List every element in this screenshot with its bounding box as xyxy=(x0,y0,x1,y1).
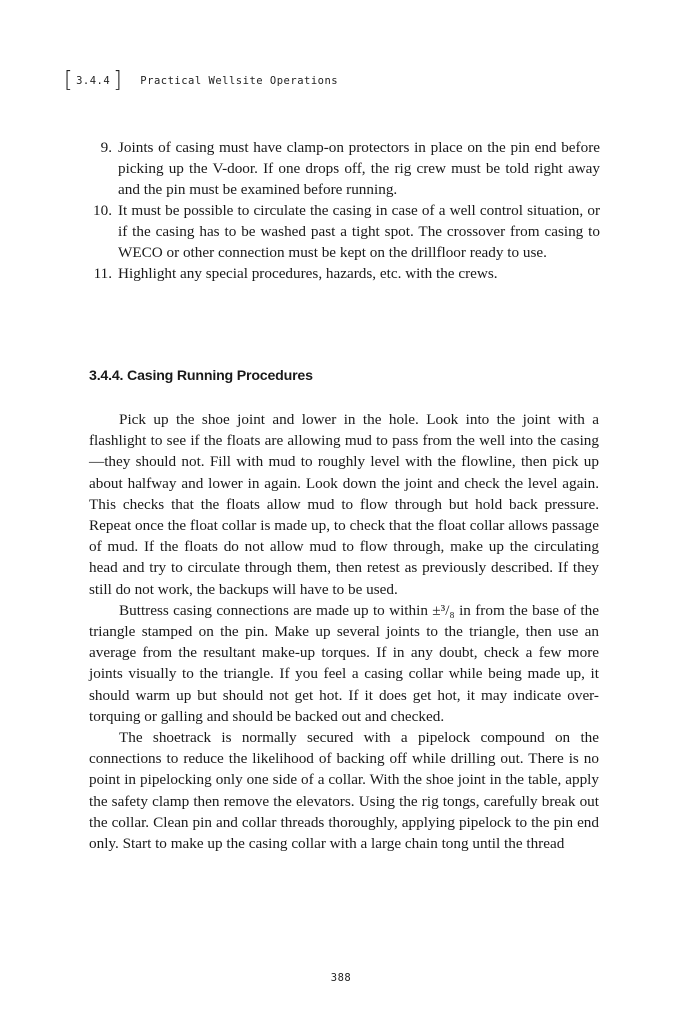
paragraph: Pick up the shoe joint and lower in the hole. Look into the joint with a flashlight to see if the floats are allowing mud to pass from the well into the casing—they should not. Fill with mud to roughly level with the flowline, then pick up about halfway and lower in again. Look down the joint and check the level again. This checks that the floats allow mud to flow through but hold back pressure. Repeat once the float collar is made up, to check that the float collar allows passage of mud. If the floats do not allow mud to flow through, make up the circulating head and try to circulate through them, then retest as previously described. If they still do not work, the backups will have to be used. xyxy=(89,411,599,598)
list-item xyxy=(86,200,600,263)
list-item-text: Joints of casing must have clamp-on protectors in place on the pin end before picking up the V-door. If one drops off, the rig crew must be told right away and the pin must be examined before running. xyxy=(118,139,600,198)
list-item-number: 11. xyxy=(93,265,112,282)
section-heading: 3.4.4. Casing Running Procedures xyxy=(89,368,313,384)
numbered-list xyxy=(86,137,600,284)
header-book-title: Practical Wellsite Operations xyxy=(140,75,339,87)
list-item xyxy=(86,137,600,200)
header-section-number: 3.4.4 xyxy=(76,75,111,87)
page-number: 388 xyxy=(330,972,352,984)
header-bracket-open: [ xyxy=(64,68,74,93)
list-item-text: It must be possible to circulate the casing in case of a well control situation, or if the casing has to be washed past a tight spot. The crossover from casing to WECO or other connection must be kept on the drillfloor ready to use. xyxy=(118,202,600,261)
paragraph: The shoetrack is normally secured with a pipelock compound on the connections to reduce the likelihood of backing off while drilling out. There is no point in pipelocking only one side of a collar. With the shoe joint in the table, apply the safety clamp then remove the elevators. Using the rig tongs, carefully break out the collar. Clean pin and collar threads thoroughly, applying pipelock to the pin end only. Start to make up the casing collar with a large chain tong until the thread xyxy=(89,729,599,853)
list-item xyxy=(86,263,600,284)
list-item-number: 9. xyxy=(100,139,112,156)
paragraph: Buttress casing connections are made up to within ±³/₈ in from the base of the triangle stamped on the pin. Make up several joints to the triangle, then use an average from the resultant make-up torques. If in any doubt, check a few more joints visually to the triangle. If you feel a casing collar while being made up, it should warm up but should not get hot. If it does get hot, it may indicate over-torquing or galling and should be backed out and checked. xyxy=(89,601,599,725)
body-text xyxy=(89,409,599,854)
list-item-number: 10. xyxy=(93,202,112,219)
list-item-text: Highlight any special procedures, hazards, etc. with the crews. xyxy=(118,265,498,282)
running-head xyxy=(64,66,338,96)
header-bracket-close: ] xyxy=(113,68,123,93)
